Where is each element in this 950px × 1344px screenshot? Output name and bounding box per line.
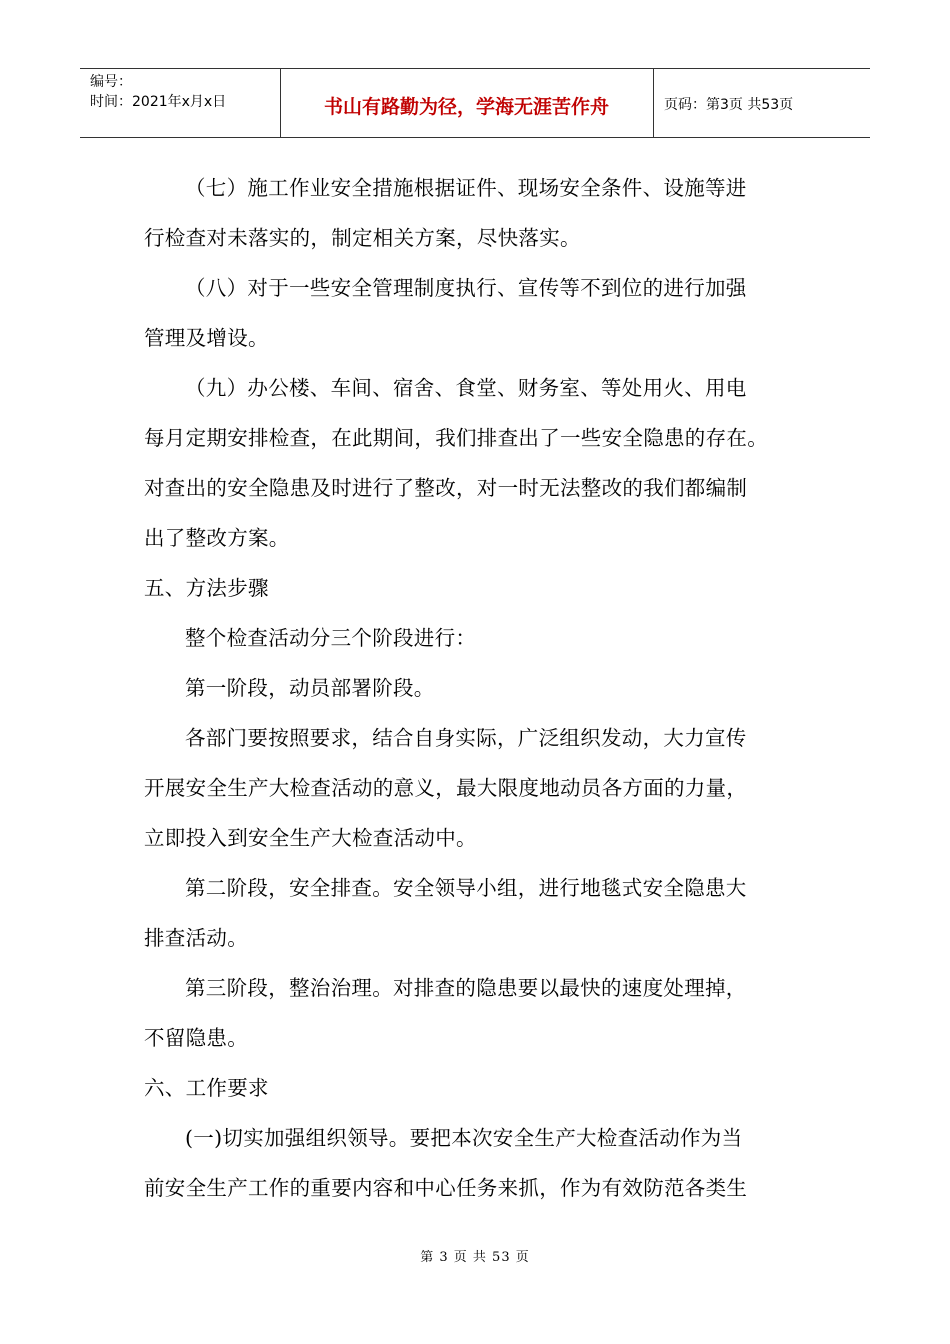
document-header bbox=[80, 68, 870, 138]
body-text-line: （八）对于一些安全管理制度执行、宣传等不到位的进行加强 bbox=[185, 276, 747, 300]
body-text-line: 行检查对未落实的，制定相关方案，尽快落实。 bbox=[144, 226, 581, 250]
footer-page-number: 第 3 页 共 53 页 bbox=[420, 1250, 530, 1265]
header-page-number: 页码：第3页 共53页 bbox=[664, 97, 794, 113]
body-text-line: 排查活动。 bbox=[144, 926, 248, 950]
body-text-line: （七）施工作业安全措施根据证件、现场安全条件、设施等进 bbox=[185, 176, 747, 200]
body-text-line: 整个检查活动分三个阶段进行： bbox=[185, 626, 477, 650]
body-text-line: 第二阶段，安全排查。安全领导小组，进行地毯式安全隐患大 bbox=[185, 876, 747, 900]
body-text-line: 立即投入到安全生产大检查活动中。 bbox=[144, 826, 477, 850]
header-motto-cell bbox=[280, 69, 654, 137]
body-text-line: 第一阶段，动员部署阶段。 bbox=[185, 676, 435, 700]
body-text-line: 第三阶段，整治治理。对排查的隐患要以最快的速度处理掉， bbox=[185, 976, 747, 1000]
body-text-line: 每月定期安排检查，在此期间，我们排查出了一些安全隐患的存在。 bbox=[144, 426, 768, 450]
date-label: 时间：2021年x月x日 bbox=[90, 94, 227, 110]
body-text-line: （九）办公楼、车间、宿舍、食堂、财务室、等处用火、用电 bbox=[185, 376, 747, 400]
serial-number-label: 编号： bbox=[90, 74, 132, 90]
header-page-cell bbox=[654, 69, 870, 137]
header-meta-cell bbox=[80, 69, 281, 137]
document-body bbox=[144, 163, 824, 1213]
body-text-line: 管理及增设。 bbox=[144, 326, 269, 350]
header-motto: 书山有路勤为径，学海无涯苦作舟 bbox=[323, 96, 609, 118]
body-text-line: 各部门要按照要求，结合自身实际，广泛组织发动，大力宣传 bbox=[185, 726, 747, 750]
body-text-line: 五、方法步骤 bbox=[144, 576, 269, 600]
body-text-line: (一)切实加强组织领导。要把本次安全生产大检查活动作为当 bbox=[185, 1126, 743, 1150]
body-text-line: 前安全生产工作的重要内容和中心任务来抓，作为有效防范各类生 bbox=[144, 1176, 748, 1200]
body-text-line: 不留隐患。 bbox=[144, 1026, 248, 1050]
body-text-line: 六、工作要求 bbox=[144, 1076, 269, 1100]
body-text-line: 出了整改方案。 bbox=[144, 526, 290, 550]
body-text-line: 开展安全生产大检查活动的意义，最大限度地动员各方面的力量， bbox=[144, 776, 748, 800]
body-text-line: 对查出的安全隐患及时进行了整改，对一时无法整改的我们都编制 bbox=[144, 476, 748, 500]
